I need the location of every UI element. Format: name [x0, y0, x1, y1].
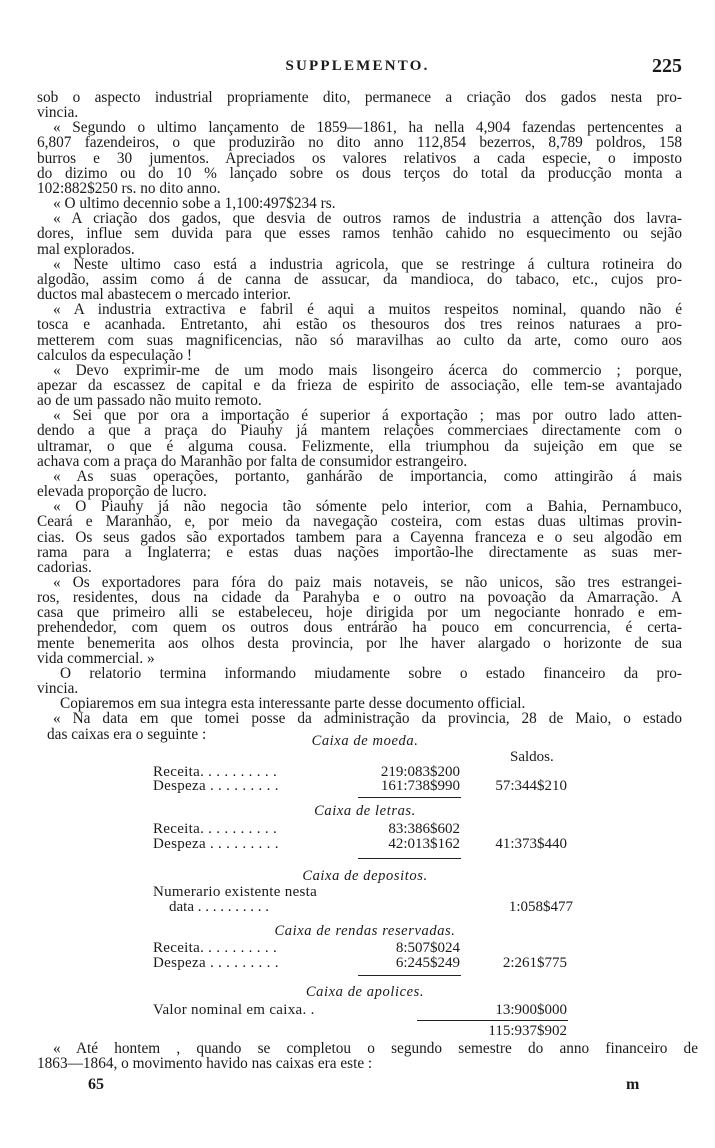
paragraph	[37, 666, 682, 696]
text-line: « Neste ultimo caso está a industria agricola, que se restringe á cultura rotineira do	[53, 255, 682, 273]
receita-value: 219:083$200	[380, 764, 460, 780]
running-header: SUPPLEMENTO.	[285, 58, 430, 74]
section-title-caixa-letras: Caixa de letras.	[314, 803, 416, 819]
text-line: dores, influe sem duvida para que esses ramos tenhão cahido no esquecimento ou sejão	[37, 225, 682, 243]
text-line: ultramar, o que é alguma cousa. Felizmente, ella triumphou da sujeição em que se	[37, 437, 682, 455]
text-line: « O Piauhy já não negocia tão sómente pelo interior, com a Bahia, Pernambuco,	[53, 498, 682, 516]
section-title-caixa-apolices: Caixa de apolices.	[305, 984, 425, 1000]
section-title-caixa-depositos: Caixa de depositos.	[302, 868, 428, 884]
text-line: mente benemerita aos olhos desta provincia, por lhe haver alargado o horizonte de sua	[37, 634, 682, 652]
text-line: Copiaremos em sua integra esta interessante parte desse documento official.	[60, 695, 526, 713]
saldo-value: 41:373$440	[495, 836, 567, 852]
text-line: « As suas operações, portanto, ganhárão de importancia, como attingirão á mais	[53, 467, 682, 485]
text-line: elevada proporção de lucro.	[37, 483, 207, 501]
despeza-label: Despeza . . . . . . . . .	[153, 955, 279, 971]
text-line: dendo a que a praça do Piauhy já mantem relações commerciaes directamente com o	[37, 422, 682, 440]
text-line: O relatorio termina informando miudamente sobre o estado financeiro da pro-	[60, 664, 682, 682]
paragraph	[37, 575, 682, 666]
data-label: data . . . . . . . . . .	[169, 899, 269, 915]
text-line: ductos mal abastecem o mercado interior.	[37, 286, 292, 304]
valor-nominal-label: Valor nominal em caixa. .	[153, 1002, 315, 1018]
paragraph	[37, 90, 682, 120]
body-text	[37, 90, 682, 742]
text-line: sob o aspecto industrial propriamente dito, permanece a criação dos gados nesta pro-	[37, 89, 682, 106]
text-line: « A industria extractiva e fabril é aqui a muitos respeitos nominal, quando não é	[53, 301, 682, 319]
text-line: « A criação dos gados, que desvia de outros ramos de industria a attenção dos lavra-	[53, 210, 682, 228]
despeza-label: Despeza . . . . . . . . .	[153, 836, 279, 852]
receita-value: 8:507$024	[395, 940, 460, 956]
receita-value: 83:386$602	[388, 821, 460, 837]
saldo-value: 57:344$210	[495, 778, 567, 794]
text-line: rama para a Inglaterra; e estas duas nações importão-lhe directamente as suas mer-	[37, 543, 682, 561]
sum-rule	[358, 797, 461, 798]
saldo-value: 1:058$477	[508, 899, 573, 915]
paragraph	[37, 211, 682, 256]
text-line: cias. Os seus gados são exportados tambem para a Cayenna franceza e o seu algodão em	[37, 528, 682, 546]
paragraph	[37, 120, 682, 196]
receita-label: Receita. . . . . . . . . .	[153, 821, 278, 837]
paragraph	[37, 499, 682, 575]
sum-rule	[358, 975, 461, 976]
text-line: casa que primeiro alli se estabeleceu, hoje dirigida por um negociante honrado e em-	[37, 604, 682, 622]
text-line: calculos da especulação !	[37, 346, 193, 364]
text-line: das caixas era o seguinte :	[47, 725, 207, 743]
section-title-caixa-rendas: Caixa de rendas reservadas.	[274, 923, 456, 939]
despeza-value: 6:245$249	[395, 955, 460, 971]
saldo-value: 13:900$000	[495, 1002, 567, 1018]
text-line: apezar da escassez de capital e da frieza de espirito de associação, elle tem-se avantajado	[37, 376, 682, 394]
saldos-header: Saldos.	[510, 749, 554, 765]
text-line: vida commercial. »	[37, 649, 155, 667]
text-line: vincia.	[37, 104, 79, 122]
text-line: « Até hontem , quando se completou o segundo semestre do anno financeiro de	[53, 1040, 698, 1057]
text-line: ros, residentes, dous na cidade da Parahyba e o outro na povoação da Amarração. A	[37, 589, 682, 607]
paragraph	[37, 469, 682, 499]
text-line: tosca e acanhada. Entretanto, ahi estão os thesouros dos tres reinos naturaes a pro-	[37, 316, 682, 334]
text-line: ao de um passado não muito remoto.	[37, 392, 262, 410]
paragraph	[37, 257, 682, 302]
receita-label: Receita. . . . . . . . . .	[153, 764, 278, 780]
receita-label: Receita. . . . . . . . . .	[153, 940, 278, 956]
text-line: « Segundo o ultimo lançamento de 1859—1861, ha nella 4,904 fazendas pertencentes a	[53, 119, 682, 137]
sum-rule	[358, 858, 461, 859]
text-line: prehendedor, com quem os outros dous entrárão ha pouco em concurrencia, é certa-	[37, 619, 682, 637]
text-line: achava com a praça do Maranhão por falta de consumidor estrangeiro.	[37, 452, 468, 470]
text-line: burros e 30 jumentos. Apreciados os valores relativos a cada especie, o imposto	[37, 149, 682, 167]
text-line: « Os exportadores para fóra do paiz mais notaveis, se não unicos, são tres estrangei-	[53, 574, 682, 591]
text-line: metterem com suas magnificencias, não só maravilhas ao culto da arte, como ouro aos	[37, 331, 682, 349]
total-rule	[417, 1020, 568, 1021]
text-line: algodão, assim como á de canna de assucar, da mandioca, do tabaco, etc., cujos pro-	[37, 270, 682, 288]
paragraph	[37, 363, 682, 408]
text-line: 1863—1864, o movimento havido nas caixas era este :	[37, 1055, 373, 1072]
text-line: mal explorados.	[37, 240, 135, 258]
text-line: « O ultimo decennio sobe a 1,100:497$234 rs.	[53, 195, 336, 213]
paragraph	[37, 696, 682, 711]
text-line: « Sei que por ora a importação é superior á exportação ; mas por outro lado atten-	[53, 407, 682, 425]
text-line: Ceará e Maranhão, e, por meio da navegação costeira, com estas duas ultimas provin-	[37, 513, 682, 531]
paragraph	[37, 196, 682, 211]
section-title-caixa-moeda: Caixa de moeda.	[311, 733, 419, 749]
paragraph	[37, 302, 682, 363]
numerario-label: Numerario existente nesta	[153, 884, 318, 900]
text-line: « Na data em que tomei posse da administração da provincia, 28 de Maio, o estado	[53, 710, 682, 728]
page-number: 225	[652, 55, 682, 77]
despeza-value: 42:013$162	[388, 836, 460, 852]
text-line: 102:882$250 rs. no dito anno.	[37, 179, 221, 197]
text-line: 6,807 fazendeiros, o que produzirão no dito anno 112,854 bezerros, 8,789 poldros, 158	[37, 134, 682, 152]
despeza-value: 161:738$990	[380, 778, 460, 794]
text-line: vincia.	[37, 680, 79, 698]
signature-mark: 65	[88, 1076, 104, 1093]
text-line: cadorias.	[37, 558, 92, 576]
saldo-value: 2:261$775	[502, 955, 567, 971]
footer-mark: m	[626, 1076, 640, 1093]
text-line: do dizimo ou do 10 % lançado sobre os dous terços do total da producção monta a	[37, 164, 682, 182]
despeza-label: Despeza . . . . . . . . .	[153, 778, 279, 794]
total-value: 115:937$902	[488, 1023, 567, 1039]
text-line: « Devo exprimir-me de um modo mais lisongeiro ácerca do commercio ; porque,	[53, 361, 682, 379]
paragraph	[37, 408, 682, 469]
